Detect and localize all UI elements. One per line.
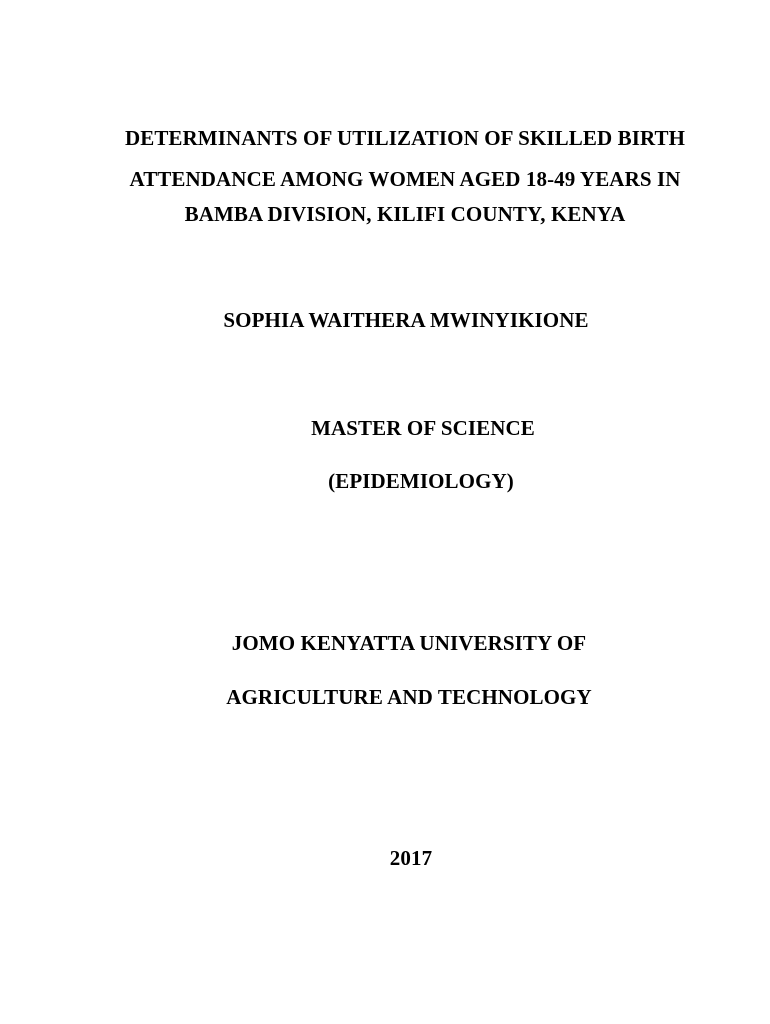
degree-name: MASTER OF SCIENCE xyxy=(311,416,535,440)
university-line-2: AGRICULTURE AND TECHNOLOGY xyxy=(226,685,592,709)
thesis-title-line-3: BAMBA DIVISION, KILIFI COUNTY, KENYA xyxy=(184,202,626,226)
degree-field: (EPIDEMIOLOGY) xyxy=(328,469,514,493)
author-name: SOPHIA WAITHERA MWINYIKIONE xyxy=(223,308,589,332)
thesis-title-line-2: ATTENDANCE AMONG WOMEN AGED 18-49 YEARS IN xyxy=(129,167,681,191)
university-line-1: JOMO KENYATTA UNIVERSITY OF xyxy=(231,631,587,655)
publication-year: 2017 xyxy=(389,846,433,870)
thesis-title-line-1: DETERMINANTS OF UTILIZATION OF SKILLED BIRTH xyxy=(124,126,686,150)
